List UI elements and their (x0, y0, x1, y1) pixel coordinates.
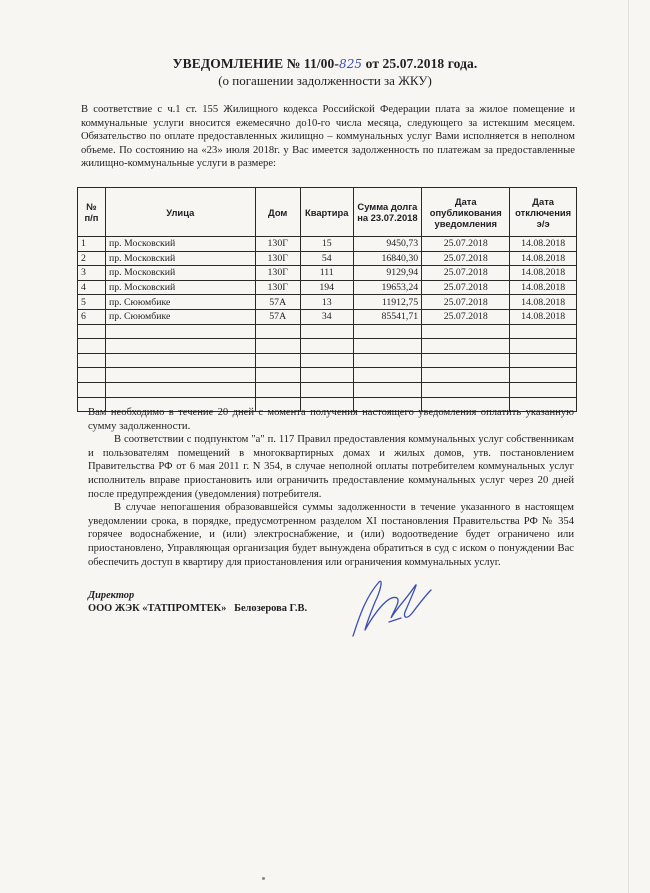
cell-sum: 19653,24 (353, 280, 422, 295)
cell-house: 57А (255, 295, 300, 310)
cell-street: пр. Московский (105, 266, 255, 281)
notice-title (0, 56, 650, 72)
paper-fold-line (628, 0, 629, 893)
handwritten-signature (345, 568, 435, 644)
cell-empty (353, 339, 422, 354)
cell-empty (300, 382, 353, 397)
cell-empty (255, 382, 300, 397)
cell-num: 1 (78, 237, 106, 252)
cell-empty (105, 353, 255, 368)
cell-empty (78, 368, 106, 383)
header-published: Дата опубликования уведомления (422, 188, 510, 237)
cell-empty (353, 353, 422, 368)
cell-empty (510, 382, 577, 397)
header-house: Дом (255, 188, 300, 237)
table-row-empty (78, 339, 577, 354)
cell-house: 130Г (255, 251, 300, 266)
notice-subtitle: (о погашении задолженности за ЖКУ) (218, 73, 432, 88)
signer-name: Белозерова Г.В. (234, 603, 308, 614)
cell-empty (353, 324, 422, 339)
cell-empty (78, 339, 106, 354)
table-row-empty (78, 324, 577, 339)
table-row (78, 237, 577, 252)
intro-paragraph: В соответствие с ч.1 ст. 155 Жилищного кодекса Российской Федерации плата за жилое помещение и коммунальные услуги вносится ежемесячно до10-го числа месяца, следующего за истекшим месяцем. Обязательство по оплате предоставленных жилищно – коммунальных услуг Вами исполняется в неполном объеме. По состоянию на «23» июля 2018г. у Вас имеется задолженность по платежам за предоставленные жилищно-коммунальные услуги в размере: (81, 104, 575, 170)
cell-sum: 9129,94 (353, 266, 422, 281)
table-row-empty (78, 382, 577, 397)
title-prefix: УВЕДОМЛЕНИЕ № 11/00- (172, 56, 339, 71)
table-row (78, 280, 577, 295)
table-row-empty (78, 368, 577, 383)
cell-empty (422, 339, 510, 354)
cell-num: 4 (78, 280, 106, 295)
cell-empty (422, 324, 510, 339)
signer-org: ООО ЖЭК «ТАТПРОМТЕК» (88, 603, 227, 614)
cell-empty (510, 368, 577, 383)
cell-empty (105, 339, 255, 354)
cell-flat: 34 (300, 309, 353, 324)
cell-published: 25.07.2018 (422, 295, 510, 310)
paper-speck (262, 877, 265, 880)
cell-empty (353, 382, 422, 397)
cell-published: 25.07.2018 (422, 251, 510, 266)
signature-block (88, 589, 307, 615)
cell-flat: 194 (300, 280, 353, 295)
cell-empty (510, 324, 577, 339)
cell-street: пр. Московский (105, 237, 255, 252)
table-row (78, 266, 577, 281)
cell-sum: 85541,71 (353, 309, 422, 324)
cell-street: пр. Московский (105, 280, 255, 295)
table-row-empty (78, 353, 577, 368)
title-date: от 25.07.2018 года. (362, 56, 478, 71)
cell-empty (78, 382, 106, 397)
cell-sum: 9450,73 (353, 237, 422, 252)
cell-published: 25.07.2018 (422, 237, 510, 252)
cell-flat: 54 (300, 251, 353, 266)
cell-empty (300, 368, 353, 383)
cell-published: 25.07.2018 (422, 280, 510, 295)
cell-cutoff: 14.08.2018 (510, 295, 577, 310)
cell-empty (300, 339, 353, 354)
cell-empty (255, 368, 300, 383)
cell-empty (78, 353, 106, 368)
body-paragraph-1: Вам необходимо в течение 20 дней с момента получения настоящего уведомления оплатить указанную сумму задолженности. (88, 407, 574, 432)
cell-sum: 16840,30 (353, 251, 422, 266)
cell-sum: 11912,75 (353, 295, 422, 310)
debt-table (77, 187, 577, 412)
cell-empty (422, 382, 510, 397)
debt-table-header (78, 188, 577, 237)
cell-empty (300, 353, 353, 368)
cell-house: 130Г (255, 237, 300, 252)
cell-published: 25.07.2018 (422, 266, 510, 281)
cell-house: 130Г (255, 266, 300, 281)
cell-cutoff: 14.08.2018 (510, 280, 577, 295)
cell-empty (105, 368, 255, 383)
header-street: Улица (105, 188, 255, 237)
cell-published: 25.07.2018 (422, 309, 510, 324)
cell-empty (78, 324, 106, 339)
cell-num: 5 (78, 295, 106, 310)
cell-empty (255, 353, 300, 368)
body-paragraph-3: В случае непогашения образовавшейся суммы задолженности в течение указанного в настоящем уведомлении срока, в порядке, предусмотренном разделом XI постановления Правительства РФ № 354 горячее водоснабжение, и (или) электроснабжение, и (или) водоотведение будет ограничено или приостановлено, Управляющая организация будет вынуждена обратиться в суд с иском о понуждении Вас обеспечить доступ в квартиру для приостановления или ограничения коммунальных услуг. (88, 502, 574, 568)
body-paragraph-2: В соответствии с подпунктом "а" п. 117 Правил предоставления коммунальных услуг собственникам и пользователям помещений в многоквартирных домах и жилых домов, утв. постановлением Правительства РФ от 6 мая 2011 г. N 354, в случае неполной оплаты потребителем коммунальных услуг исполнитель вправе приостановить или ограничить предоставление коммунальных услуг через 20 дней после предупреждения (уведомления) потребителя. (88, 434, 574, 500)
cell-empty (422, 353, 510, 368)
cell-empty (510, 339, 577, 354)
cell-num: 3 (78, 266, 106, 281)
cell-house: 57А (255, 309, 300, 324)
cell-empty (422, 368, 510, 383)
body-section (88, 406, 574, 569)
cell-num: 6 (78, 309, 106, 324)
cell-flat: 13 (300, 295, 353, 310)
cell-empty (510, 353, 577, 368)
cell-empty (255, 324, 300, 339)
cell-empty (105, 324, 255, 339)
handwritten-notice-number: 825 (338, 57, 363, 71)
cell-cutoff: 14.08.2018 (510, 251, 577, 266)
cell-flat: 111 (300, 266, 353, 281)
cell-street: пр. Московский (105, 251, 255, 266)
cell-cutoff: 14.08.2018 (510, 266, 577, 281)
cell-house: 130Г (255, 280, 300, 295)
debt-table-body (78, 237, 577, 412)
header-num: № п/п (78, 188, 106, 237)
cell-empty (105, 382, 255, 397)
cell-num: 2 (78, 251, 106, 266)
cell-street: пр. Сююмбике (105, 295, 255, 310)
table-row (78, 251, 577, 266)
cell-cutoff: 14.08.2018 (510, 309, 577, 324)
signer-position: Директор (88, 590, 135, 601)
cell-empty (255, 339, 300, 354)
cell-empty (300, 324, 353, 339)
cell-empty (353, 368, 422, 383)
table-row (78, 309, 577, 324)
cell-street: пр. Сююмбике (105, 309, 255, 324)
cell-flat: 15 (300, 237, 353, 252)
header-cutoff: Дата отключения э/э (510, 188, 577, 237)
intro-section (81, 103, 575, 171)
header-sum: Сумма долга на 23.07.2018 (353, 188, 422, 237)
header-flat: Квартира (300, 188, 353, 237)
table-row (78, 295, 577, 310)
cell-cutoff: 14.08.2018 (510, 237, 577, 252)
